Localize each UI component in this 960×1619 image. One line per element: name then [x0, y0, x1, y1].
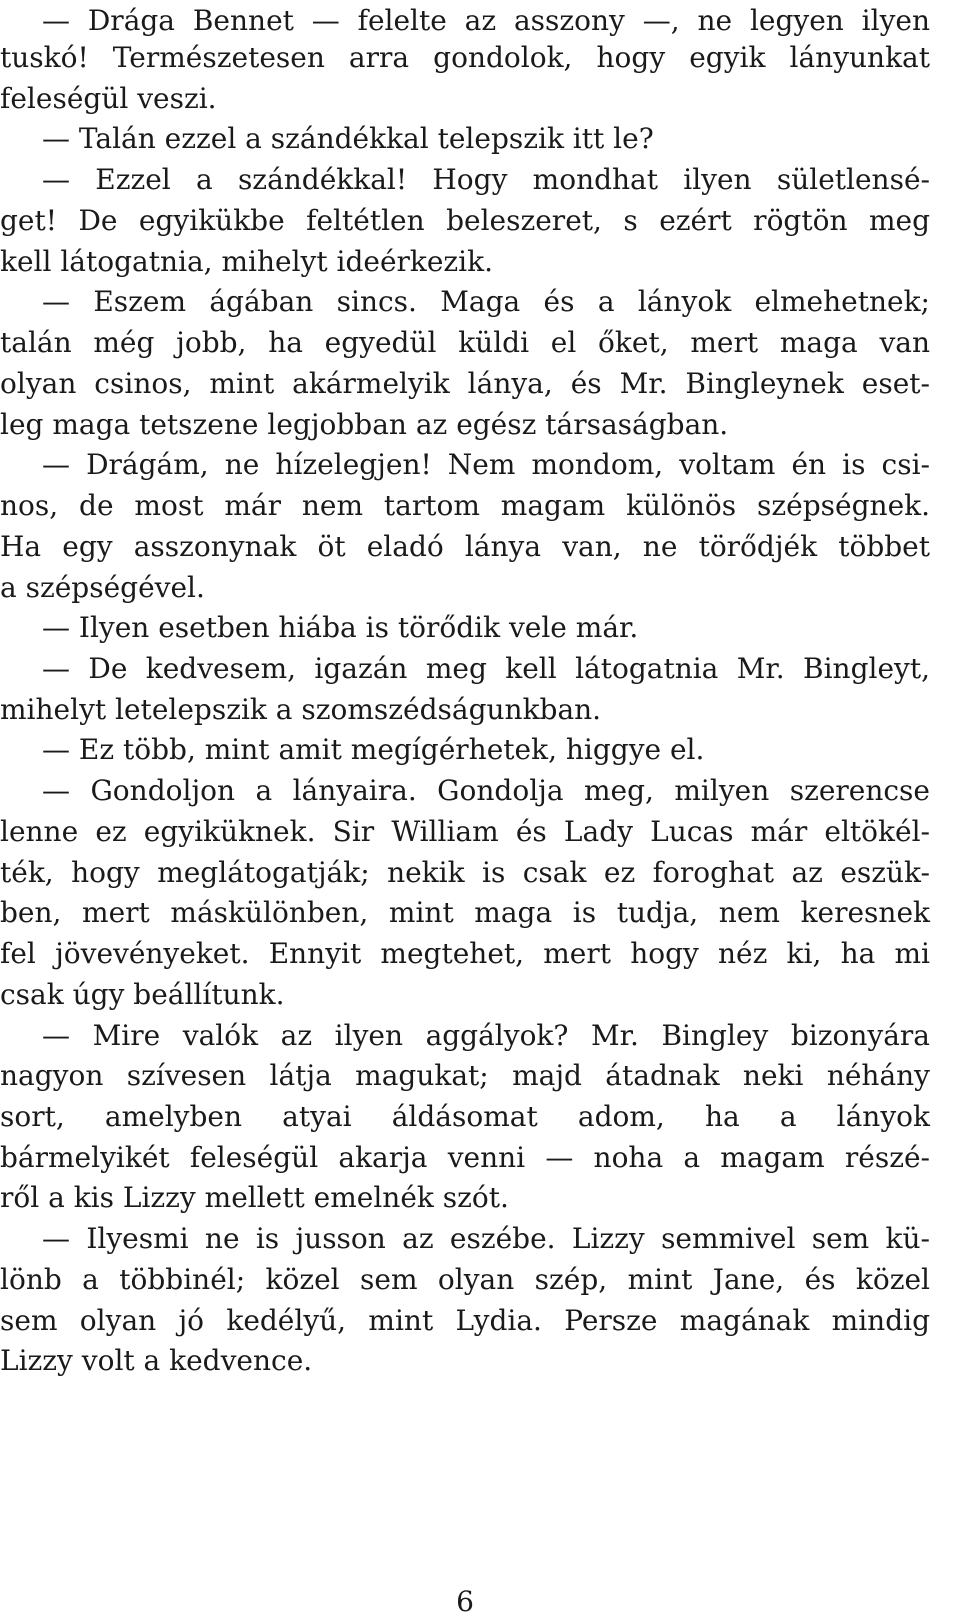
text-line: csak úgy beállítunk. — [0, 978, 285, 1011]
text-line: get! De egyikükbe feltétlen beleszeret, s ezért rögtön meg — [0, 204, 930, 237]
text-line: leg maga tetszene legjobban az egész társaságban. — [0, 408, 729, 441]
text-line: — Ezzel a szándékkal! Hogy mondhat ilyen sületlensé- — [42, 163, 930, 196]
text-line: — Mire valók az ilyen aggályok? Mr. Bingley bizonyára — [42, 1019, 930, 1052]
page-number: 6 — [456, 1585, 474, 1618]
text-line: — De kedvesem, igazán meg kell látogatnia Mr. Bingleyt, — [42, 652, 930, 685]
text-line: — Ilyesmi ne is jusson az eszébe. Lizzy semmivel sem kü- — [42, 1222, 930, 1255]
text-line: — Drágám, ne hízelegjen! Nem mondom, voltam én is csi- — [42, 448, 930, 481]
text-line: nagyon szívesen látja magukat; majd átadnak neki néhány — [0, 1059, 930, 1092]
text-line: ték, hogy meglátogatják; nekik is csak ez foroghat az eszük- — [0, 856, 930, 889]
text-line: fel jövevényeket. Ennyit megtehet, mert hogy néz ki, ha mi — [0, 937, 930, 970]
text-line: ről a kis Lizzy mellett emelnék szót. — [0, 1181, 509, 1214]
text-line: feleségül veszi. — [0, 82, 217, 115]
text-line: Lizzy volt a kedvence. — [0, 1344, 313, 1377]
text-line: — Talán ezzel a szándékkal telepszik itt le? — [42, 122, 654, 155]
text-line: tuskó! Természetesen arra gondolok, hogy egyik lányunkat — [0, 41, 930, 74]
text-line: sem olyan jó kedélyű, mint Lydia. Persze magának mindig — [0, 1304, 930, 1337]
text-line: — Drága Bennet — felelte az asszony —, ne legyen ilyen — [42, 4, 930, 37]
text-line: kell látogatnia, mihelyt ideérkezik. — [0, 245, 494, 278]
text-line: sort, amelyben atyai áldásomat adom, ha a lányok — [0, 1100, 930, 1133]
text-line: bármelyikét feleségül akarja venni — noha a magam részé- — [0, 1141, 930, 1174]
text-line: lenne ez egyiküknek. Sir William és Lady Lucas már eltökél- — [0, 815, 930, 848]
text-line: nos, de most már nem tartom magam különös szépségnek. — [0, 489, 930, 522]
text-line: talán még jobb, ha egyedül küldi el őket, mert maga van — [0, 326, 930, 359]
text-line: Ha egy asszonynak öt eladó lánya van, ne törődjék többet — [0, 530, 930, 563]
text-line: — Gondoljon a lányaira. Gondolja meg, milyen szerencse — [42, 774, 930, 807]
text-line: ben, mert máskülönben, mint maga is tudja, nem keresnek — [0, 896, 930, 929]
text-line: a szépségével. — [0, 571, 205, 604]
text-line: mihelyt letelepszik a szomszédságunkban. — [0, 693, 602, 726]
text-line: lönb a többinél; közel sem olyan szép, mint Jane, és közel — [0, 1263, 930, 1296]
text-line: — Ez több, mint amit megígérhetek, higgye el. — [42, 733, 705, 766]
text-line: — Ilyen esetben hiába is törődik vele már. — [42, 611, 639, 644]
text-line: — Eszem ágában sincs. Maga és a lányok elmehetnek; — [42, 285, 930, 318]
text-line: olyan csinos, mint akármelyik lánya, és Mr. Bingleynek eset- — [0, 367, 930, 400]
